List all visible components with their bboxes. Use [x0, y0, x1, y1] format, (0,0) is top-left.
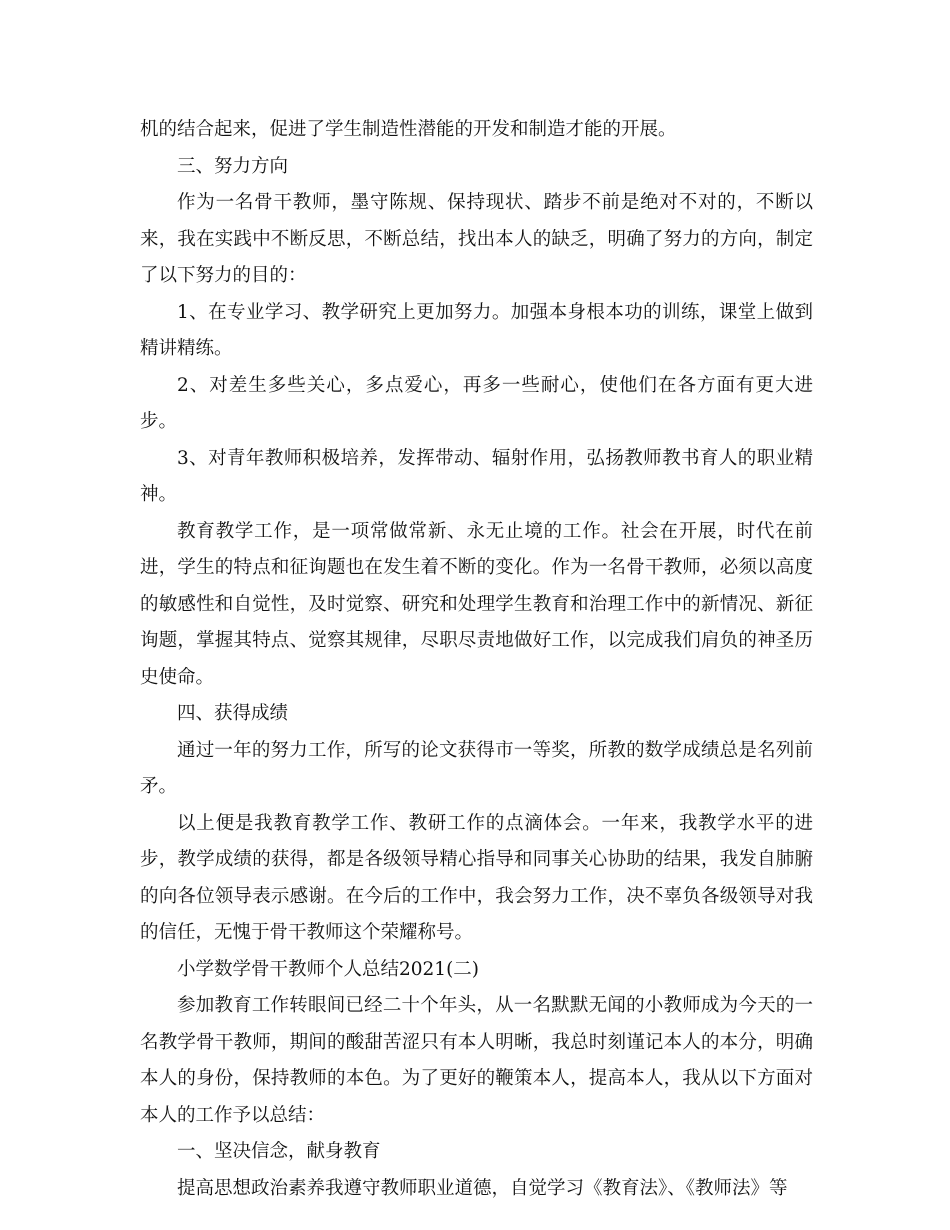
document-body: [140, 112, 813, 1207]
paragraph: 教育教学工作，是一项常做常新、永无止境的工作。社会在开展，时代在前进，学生的特点和征询题也在发生着不断的变化。作为一名骨干教师，必须以高度的敏感性和自觉性，及时觉察、研究和处理学生教育和治理工作中的新情况、新征询题，掌握其特点、觉察其规律，尽职尽责地做好工作，以完成我们肩负的神圣历史使命。: [140, 520, 813, 688]
paragraph: 机的结合起来，促进了学生制造性潜能的开发和制造才能的开展。: [140, 119, 677, 140]
list-item: 2、对差生多些关心，多点爱心，再多一些耐心，使他们在各方面有更大进步。: [140, 374, 813, 432]
paragraph: 通过一年的努力工作，所写的论文获得市一等奖，所教的数学成绩总是名列前矛。: [140, 739, 813, 797]
list-item: 1、在专业学习、教学研究上更加努力。加强本身根本功的训练，课堂上做到精讲精练。: [140, 301, 813, 359]
paragraph: 提高思想政治素养我遵守教师职业道德，自觉学习《教育法》、《教师法》等: [177, 1177, 788, 1199]
paragraph: 参加教育工作转眼间已经二十个年头，从一名默默无闻的小教师成为今天的一名教学骨干教师，期间的酸甜苦涩只有本人明晰，我总时刻谨记本人的本分，明确本人的身份，保持教师的本色。为了更好的鞭策本人，提高本人，我从以下方面对本人的工作予以总结：: [140, 995, 813, 1126]
section-heading: 三、努力方向: [177, 155, 289, 177]
paragraph: 作为一名骨干教师，墨守陈规、保持现状、踏步不前是绝对不对的，不断以来，我在实践中不断反思，不断总结，找出本人的缺乏，明确了努力的方向，制定了以下努力的目的：: [140, 192, 813, 286]
document-title: 小学数学骨干教师个人总结2021(二): [177, 958, 480, 980]
section-heading: 一、坚决信念，献身教育: [177, 1141, 381, 1162]
section-heading: 四、获得成绩: [177, 703, 289, 724]
paragraph: 以上便是我教育教学工作、教研工作的点滴体会。一年来，我教学水平的进步，教学成绩的获得，都是各级领导精心指导和同事关心协助的结果，我发自肺腑的向各位领导表示感谢。在今后的工作中，我会努力工作，决不辜负各级领导对我的信任，无愧于骨干教师这个荣耀称号。: [140, 812, 813, 943]
list-item: 3、对青年教师积极培养，发挥带动、辐射作用，弘扬教师教书育人的职业精神。: [140, 447, 813, 505]
